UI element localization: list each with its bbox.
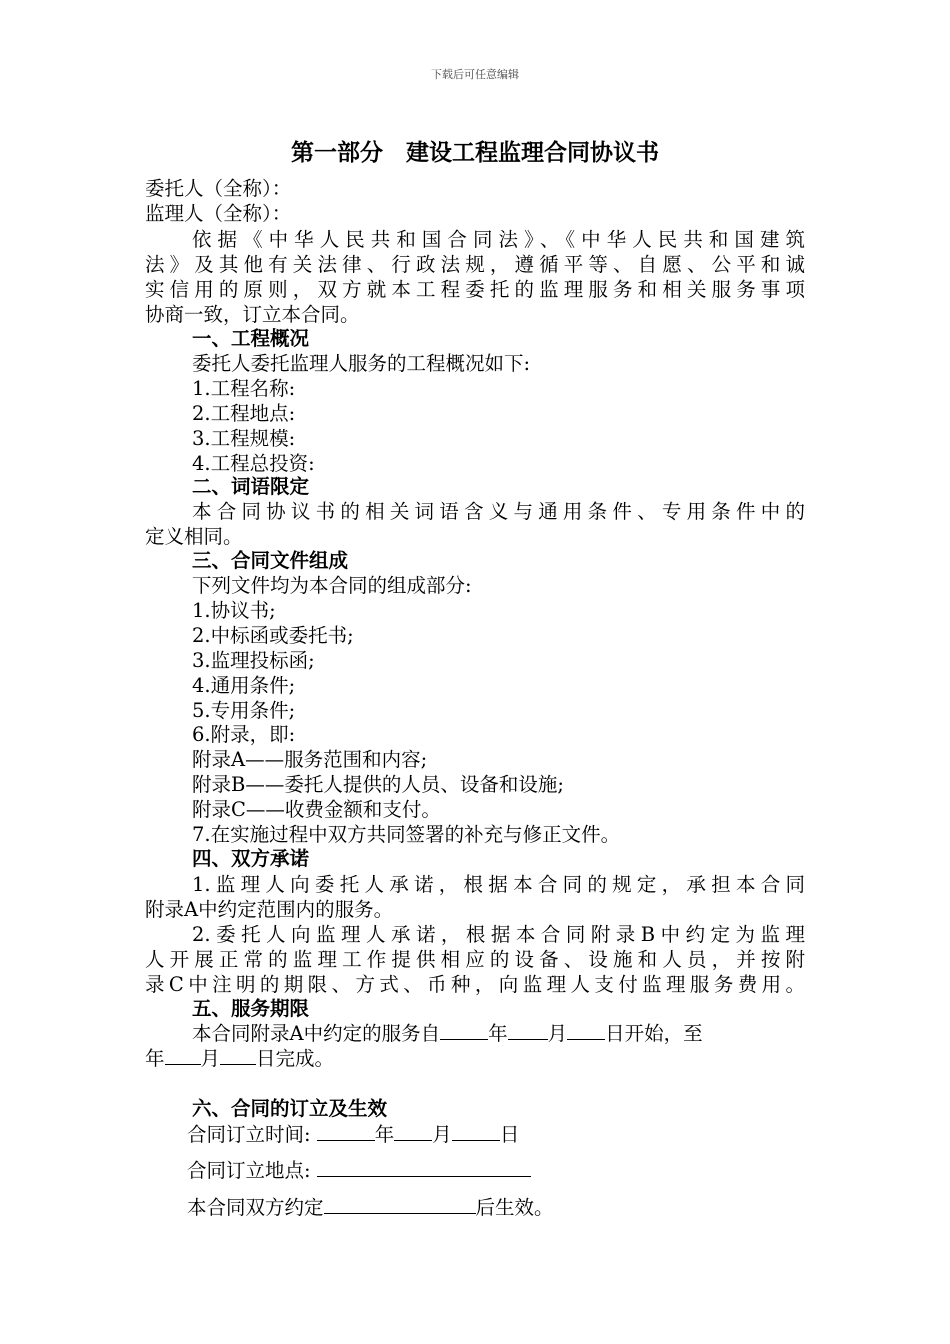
section-1-lead: 委托人委托监理人服务的工程概况如下: (192, 352, 531, 375)
client-name-field: 委托人（全称）： (145, 177, 292, 200)
promise-1-line-2: 附录A中约定范围内的服务。 (145, 898, 394, 921)
year-label: 年 (488, 1022, 508, 1045)
signing-time-line (187, 1122, 519, 1147)
section-5-heading: 五、服务期限 (192, 997, 310, 1020)
intro-line-3: 实信用的原则，双方就本工程委托的监理服务和相关服务事项 (145, 278, 805, 301)
year-label: 年 (145, 1047, 165, 1070)
section-1-heading: 一、工程概况 (192, 327, 310, 350)
signing-place-label: 合同订立地点: (187, 1159, 311, 1182)
effective-text-a: 本合同双方约定 (187, 1196, 324, 1219)
document-item: 5.专用条件; (192, 699, 296, 722)
signing-day-blank[interactable] (452, 1122, 500, 1141)
section-2-text-2: 定义相同。 (145, 525, 243, 548)
document-item: 4.通用条件; (192, 674, 296, 697)
project-scale-item: 3.工程规模: (192, 427, 296, 450)
promise-1-line-1: 1.监理人向委托人承诺，根据本合同的规定，承担本合同 (192, 873, 805, 896)
end-day-blank[interactable] (220, 1046, 256, 1065)
intro-line-1: 依据《中华人民共和国合同法》、《中华人民共和国建筑 (192, 228, 805, 251)
appendix-a-item: 附录A——服务范围和内容; (192, 748, 428, 771)
document-title: 第一部分 建设工程监理合同协议书 (291, 140, 659, 166)
promise-2-line-3: 录C中注明的期限、方式、币种，向监理人支付监理服务费用。 (145, 973, 805, 996)
intro-line-4: 协商一致，订立本合同。 (145, 303, 360, 326)
document-item: 7.在实施过程中双方共同签署的补充与修正文件。 (192, 823, 621, 846)
section-6-heading: 六、合同的订立及生效 (192, 1097, 388, 1120)
effective-condition-blank[interactable] (324, 1195, 476, 1214)
month-label: 月 (547, 1022, 568, 1045)
document-item: 3.监理投标函; (192, 649, 315, 672)
document-item: 1.协议书; (192, 599, 276, 622)
appendix-c-item: 附录C——收费金额和支付。 (192, 798, 441, 821)
promise-2-line-1: 2.委托人向监理人承诺，根据本合同附录B中约定为监理 (192, 923, 805, 946)
start-text: 日开始，至 (605, 1022, 703, 1045)
project-name-item: 1.工程名称: (192, 377, 296, 400)
project-investment-item: 4.工程总投资: (192, 452, 315, 475)
signing-place-blank[interactable] (317, 1158, 531, 1177)
month-label: 月 (200, 1047, 221, 1070)
month-label: 月 (432, 1123, 452, 1146)
end-text: 日完成。 (256, 1047, 335, 1070)
end-month-blank[interactable] (165, 1046, 201, 1065)
service-period-line-2 (145, 1046, 334, 1071)
project-location-item: 2.工程地点: (192, 402, 296, 425)
start-day-blank[interactable] (567, 1021, 605, 1040)
signing-place-line (187, 1158, 531, 1183)
signing-month-blank[interactable] (394, 1122, 432, 1141)
section-2-heading: 二、词语限定 (192, 475, 310, 498)
signing-time-label: 合同订立时间: (187, 1123, 311, 1146)
start-month-blank[interactable] (508, 1021, 548, 1040)
section-3-lead: 下列文件均为本合同的组成部分: (192, 574, 472, 597)
effective-condition-line (187, 1195, 554, 1220)
signing-year-blank[interactable] (317, 1122, 375, 1141)
promise-2-line-2: 人开展正常的监理工作提供相应的设备、设施和人员，并按附 (145, 948, 805, 971)
intro-line-2: 法》及其他有关法律、行政法规，遵循平等、自愿、公平和诚 (145, 253, 805, 276)
section-3-heading: 三、合同文件组成 (192, 549, 349, 572)
effective-text-b: 后生效。 (475, 1196, 554, 1219)
year-label: 年 (374, 1123, 395, 1146)
supervisor-name-field: 监理人（全称）： (145, 202, 292, 225)
appendix-b-item: 附录B——委托人提供的人员、设备和设施; (192, 773, 564, 796)
service-period-text: 本合同附录A中约定的服务自 (192, 1022, 441, 1045)
start-year-blank[interactable] (440, 1021, 488, 1040)
document-item: 6.附录，即: (192, 723, 296, 746)
day-label: 日 (499, 1123, 520, 1146)
section-2-text-1: 本合同协议书的相关词语含义与通用条件、专用条件中的 (192, 500, 805, 523)
service-period-line-1 (192, 1021, 805, 1046)
page-header: 下载后可任意编辑 (431, 68, 519, 81)
section-4-heading: 四、双方承诺 (192, 847, 310, 870)
document-item: 2.中标函或委托书; (192, 624, 354, 647)
